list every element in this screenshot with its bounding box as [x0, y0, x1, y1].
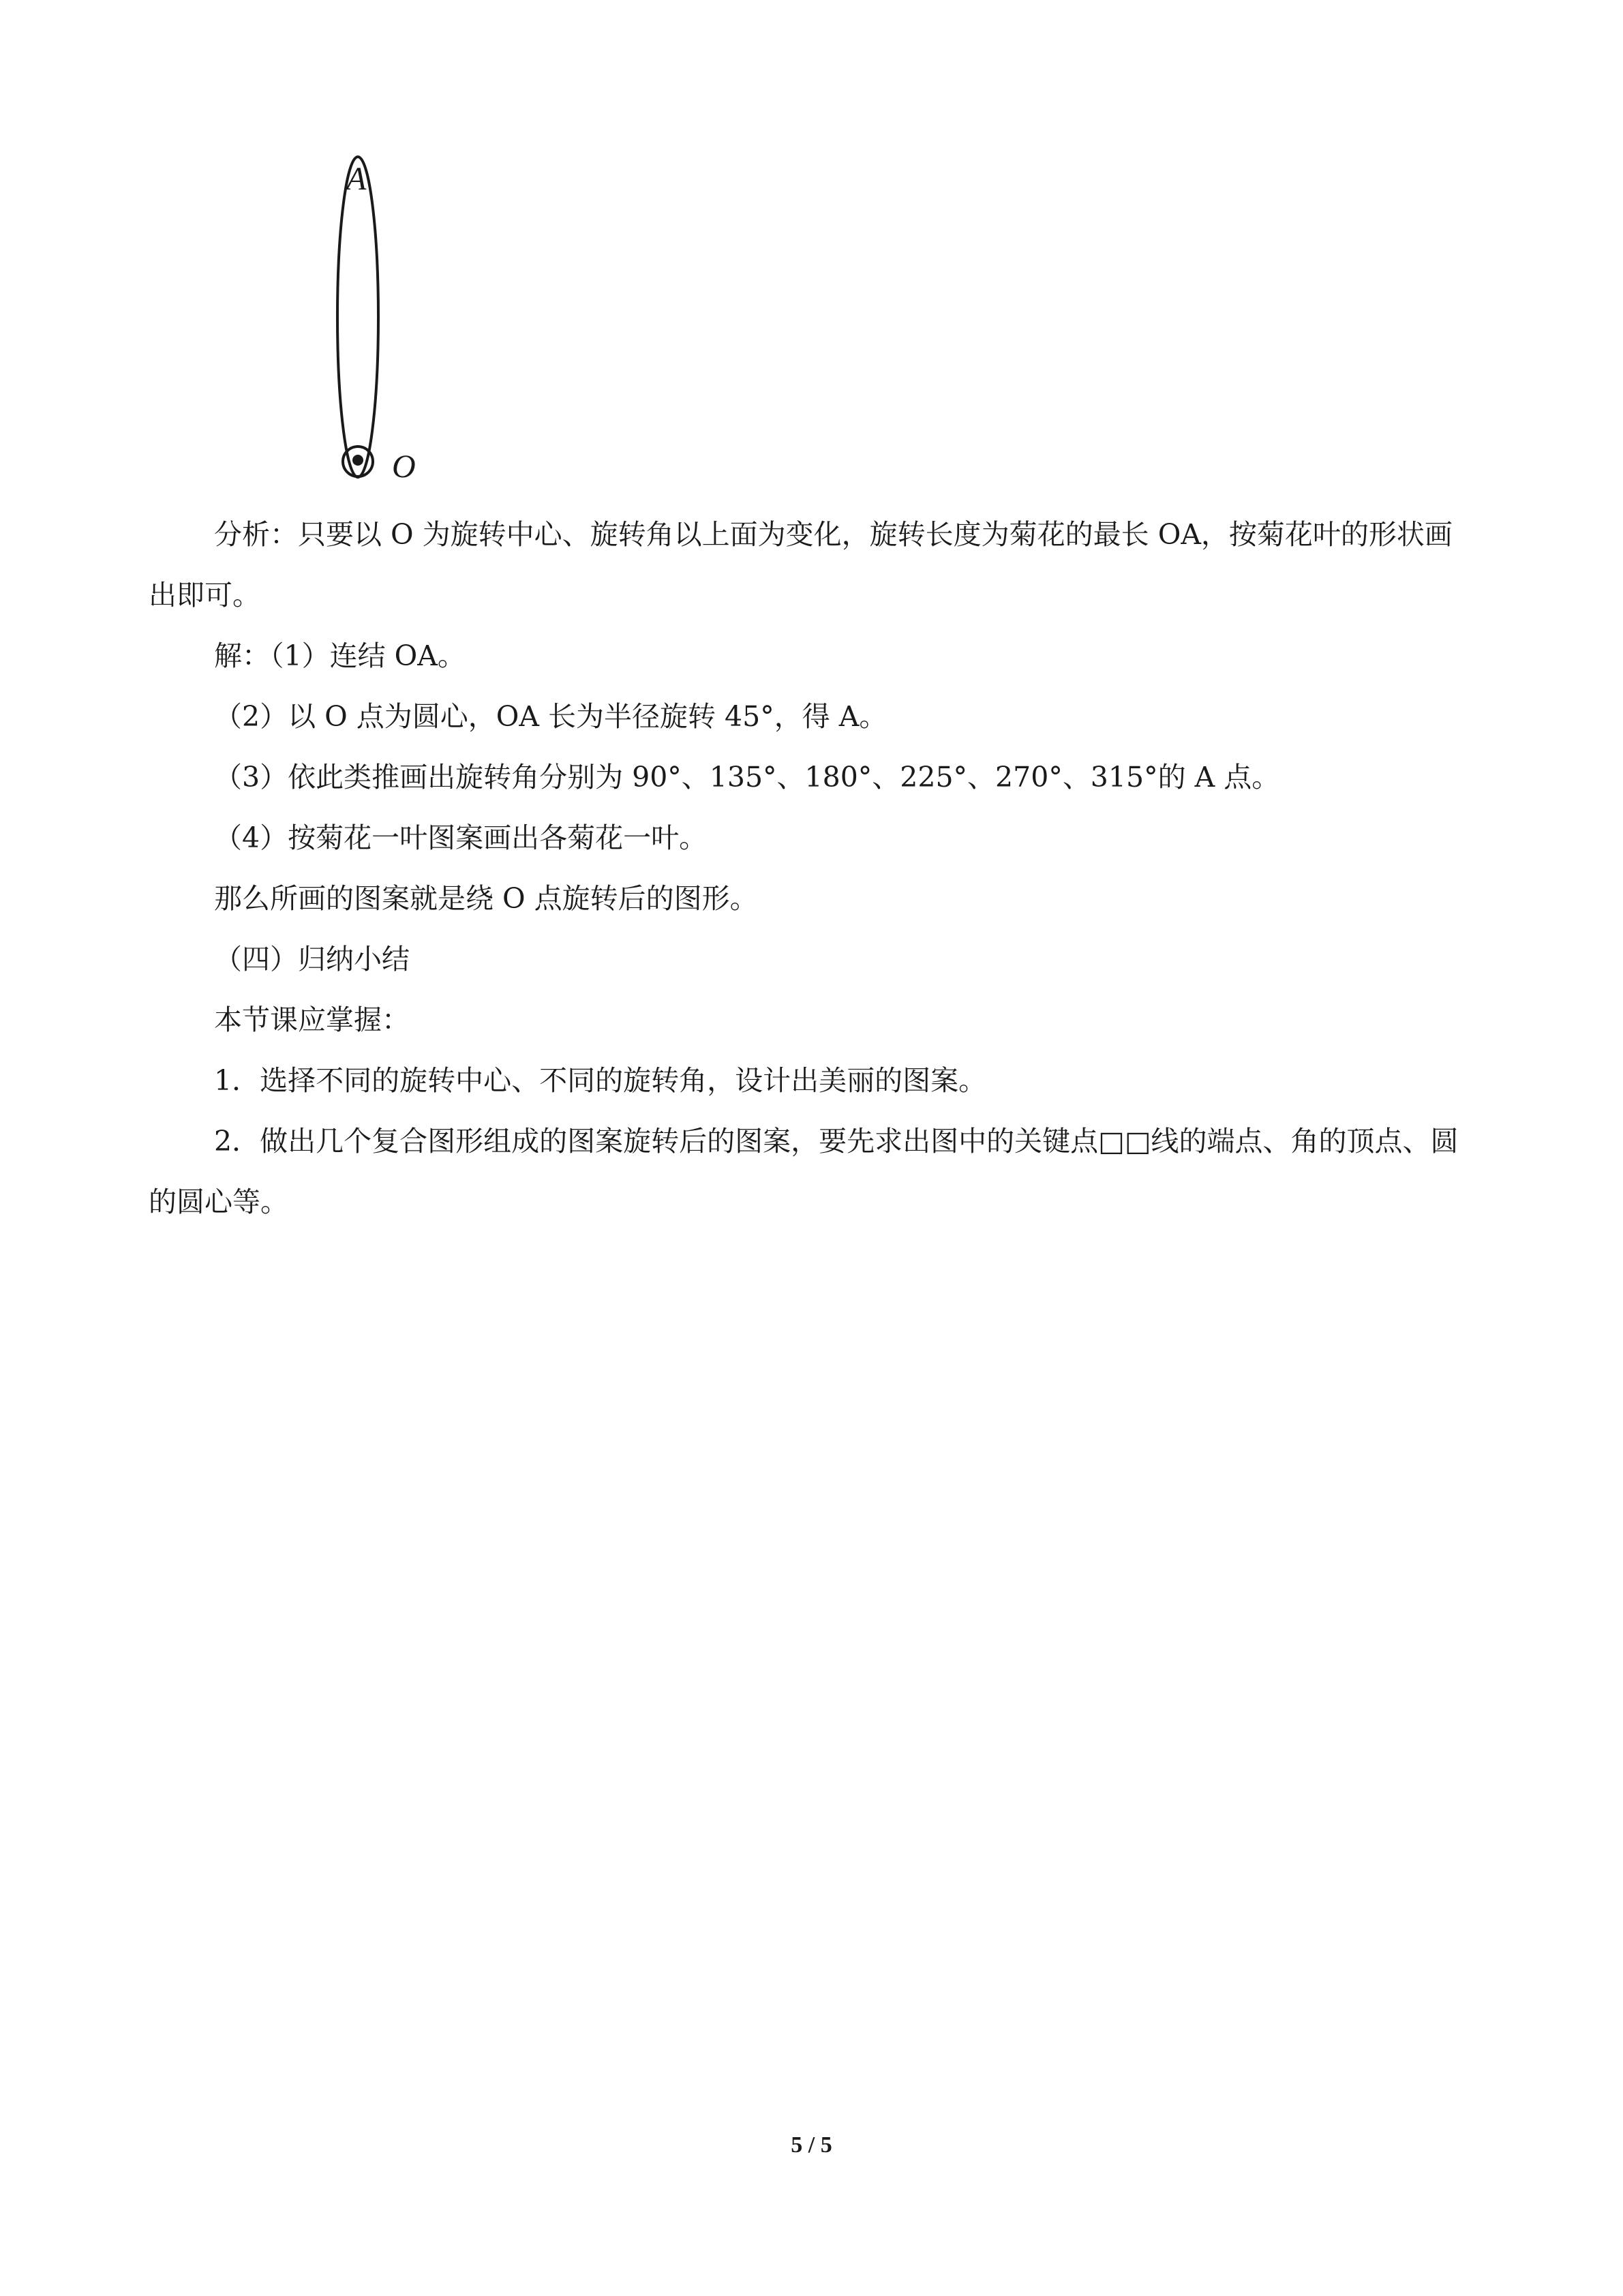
point-a-label: A [346, 161, 367, 197]
body-text [149, 504, 1475, 1233]
leaf-diagram [320, 150, 457, 491]
chrysanthemum-leaf-figure [320, 150, 457, 491]
center-dot [352, 455, 363, 466]
point-o-label: O [392, 449, 416, 485]
summary-item-1: 1．选择不同的旋转中心、不同的旋转角，设计出美丽的图案。 [214, 1064, 987, 1097]
paragraph-summary-intro: 本节课应掌握： [214, 1003, 410, 1036]
leaf-ellipse [337, 157, 378, 477]
paragraph-solution-step-1: 解：（1）连结 OA。 [214, 639, 466, 672]
paragraph-solution-step-3: （3）依此类推画出旋转角分别为 90°、135°、180°、225°、270°、315°的 A 点。 [214, 761, 1280, 794]
summary-item-2: 2．做出几个复合图形组成的图案旋转后的图案，要先求出图中的关键点□□线的端点、角的顶点、圆的圆心等。 [149, 1125, 1459, 1218]
page-number: 5 / 5 [791, 2132, 832, 2158]
section-heading-summary: （四）归纳小结 [214, 943, 410, 976]
paragraph-conclusion: 那么所画的图案就是绕 O 点旋转后的图形。 [214, 882, 758, 915]
paragraph-solution-step-4: （4）按菊花一叶图案画出各菊花一叶。 [214, 821, 708, 854]
paragraph-analysis: 分析：只要以 O 为旋转中心、旋转角以上面为变化，旋转长度为菊花的最长 OA，按菊花叶的形状画出即可。 [149, 518, 1453, 611]
paragraph-solution-step-2: （2）以 O 点为圆心，OA 长为半径旋转 45°，得 A。 [214, 700, 888, 733]
